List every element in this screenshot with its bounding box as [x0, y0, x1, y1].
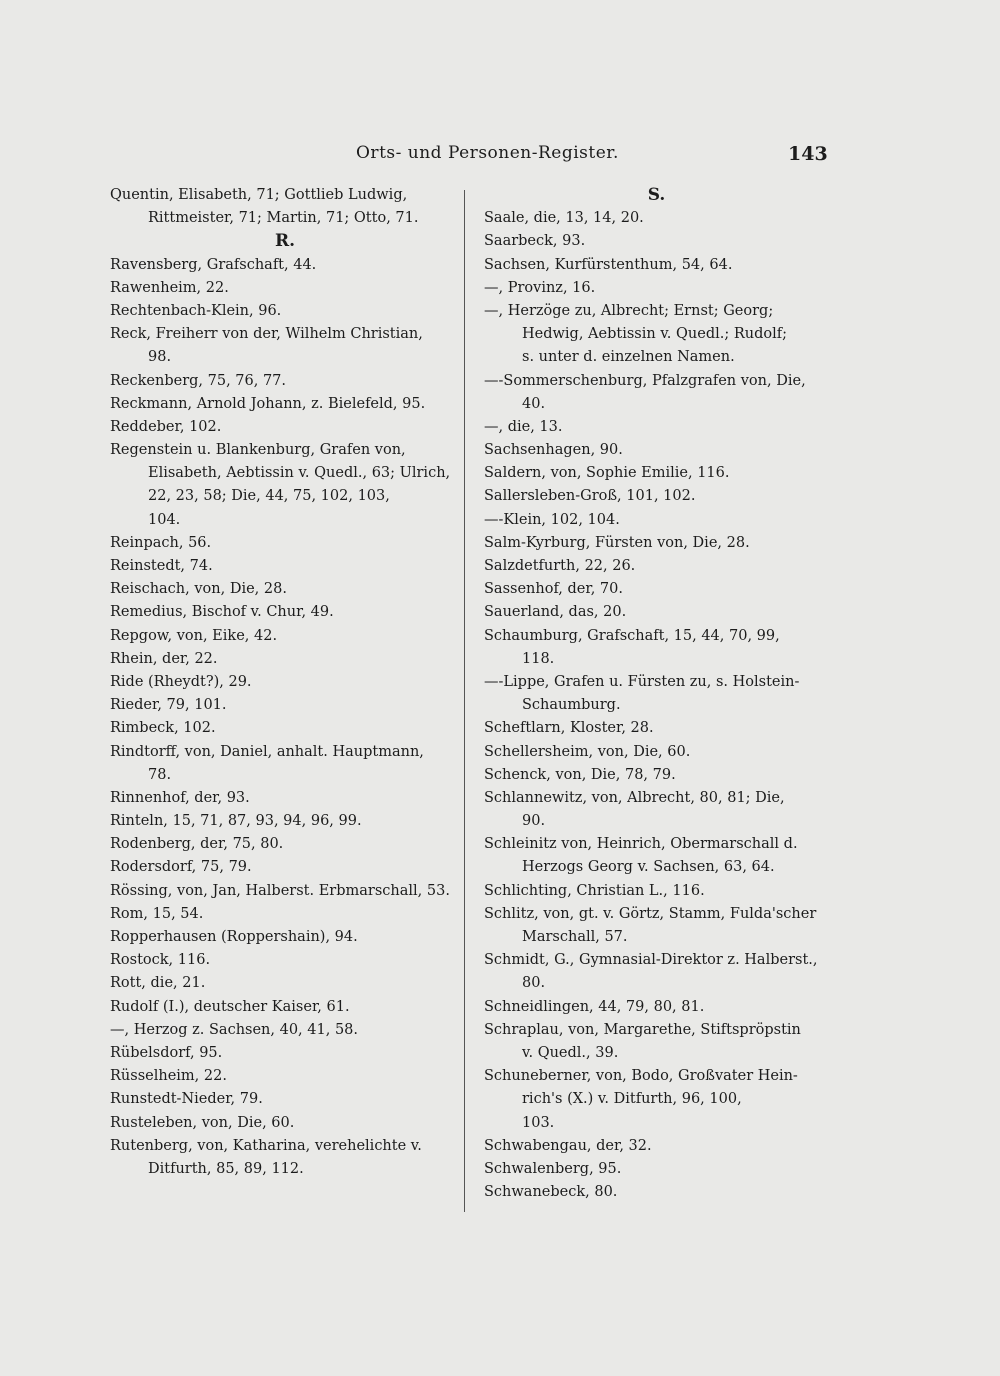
index-entry: Rusteleben, von, Die, 60. — [110, 1114, 295, 1131]
index-entry: Schlichting, Christian L., 116. — [484, 882, 705, 899]
left-column — [110, 184, 460, 1181]
index-entry-continuation: s. unter d. einzelnen Namen. — [522, 349, 735, 366]
index-entry: Ride (Rheydt?), 29. — [110, 673, 252, 690]
index-entry: Rhein, der, 22. — [110, 650, 218, 667]
index-entry: Remedius, Bischof v. Chur, 49. — [110, 604, 334, 621]
index-entry: Schneidlingen, 44, 79, 80, 81. — [484, 998, 705, 1015]
index-entry-continuation: 103. — [522, 1114, 555, 1131]
index-entry: Rieder, 79, 101. — [110, 697, 227, 714]
index-entry: Reinstedt, 74. — [110, 558, 213, 574]
index-entry-continuation: 104. — [148, 511, 181, 528]
index-entry: Sachsen, Kurfürstenthum, 54, 64. — [484, 256, 733, 273]
index-entry: Regenstein u. Blankenburg, Grafen von, — [110, 442, 406, 459]
index-entry: Schaumburg, Grafschaft, 15, 44, 70, 99, — [484, 627, 780, 644]
index-entry: Rutenberg, von, Katharina, verehelichte v. — [110, 1137, 422, 1154]
index-entry: Saale, die, 13, 14, 20. — [484, 210, 644, 227]
index-entry: —, die, 13. — [484, 418, 563, 435]
index-entry-continuation: 98. — [148, 349, 172, 366]
index-entry-continuation: Marschall, 57. — [522, 929, 628, 945]
index-entry: Schmidt, G., Gymnasial-Direktor z. Halberst., — [484, 952, 818, 969]
index-entry: —, Herzöge zu, Albrecht; Ernst; Georg; — [484, 302, 774, 319]
index-entry: Reckmann, Arnold Johann, z. Bielefeld, 95. — [110, 395, 426, 412]
index-entry-continuation: Rittmeister, 71; Martin, 71; Otto, 71. — [148, 210, 419, 227]
index-entry-continuation: Elisabeth, Aebtissin v. Quedl., 63; Ulrich, — [148, 465, 451, 482]
index-entry: Rodenberg, der, 75, 80. — [110, 836, 284, 853]
index-entry-continuation: 78. — [148, 766, 172, 783]
index-entry: Quentin, Elisabeth, 71; Gottlieb Ludwig, — [110, 187, 408, 203]
index-entry: Schellersheim, von, Die, 60. — [484, 743, 691, 760]
index-entry: Sassenhof, der, 70. — [484, 581, 623, 598]
index-entry: Rawenheim, 22. — [110, 279, 229, 296]
index-entry-continuation: rich's (X.) v. Ditfurth, 96, 100, — [522, 1091, 742, 1108]
index-entry: —, Provinz, 16. — [484, 279, 596, 296]
index-entry: Scheftlarn, Kloster, 28. — [484, 720, 654, 737]
section-letter-heading: R. — [274, 231, 296, 252]
index-entry: Salzdetfurth, 22, 26. — [484, 558, 636, 574]
index-entry-continuation: 90. — [522, 813, 546, 830]
index-entry: Reddeber, 102. — [110, 418, 222, 435]
index-entry: Rimbeck, 102. — [110, 720, 216, 737]
index-entry: Rechtenbach-Klein, 96. — [110, 302, 282, 319]
index-entry: Schenck, von, Die, 78, 79. — [484, 766, 676, 783]
index-entry-continuation: 22, 23, 58; Die, 44, 75, 102, 103, — [148, 488, 390, 505]
index-entry: Ropperhausen (Roppershain), 94. — [110, 929, 358, 945]
page-number: 143 — [788, 143, 828, 165]
index-entry: Rinnenhof, der, 93. — [110, 789, 250, 806]
index-entry: Sachsenhagen, 90. — [484, 442, 623, 459]
index-entry-continuation: Ditfurth, 85, 89, 112. — [148, 1160, 304, 1177]
index-entry: —-Sommerschenburg, Pfalzgrafen von, Die, — [484, 372, 806, 389]
index-entry: Reinpach, 56. — [110, 534, 212, 551]
index-entry: —-Klein, 102, 104. — [484, 511, 620, 528]
index-entry: Saldern, von, Sophie Emilie, 116. — [484, 465, 730, 482]
index-entry: Rübelsdorf, 95. — [110, 1044, 223, 1061]
index-entry: Sauerland, das, 20. — [484, 604, 627, 621]
index-entry-continuation: 118. — [522, 650, 555, 667]
index-entry: —-Lippe, Grafen u. Fürsten zu, s. Holstein- — [484, 673, 800, 690]
index-entry: Schraplau, von, Margarethe, Stiftspröpstin — [484, 1021, 801, 1038]
running-header: Orts- und Personen-Register. — [356, 143, 619, 163]
right-column — [484, 184, 829, 1204]
index-entry: Schwabengau, der, 32. — [484, 1137, 652, 1154]
index-entry: Sallersleben-Groß, 101, 102. — [484, 488, 696, 505]
index-entry: Schwanebeck, 80. — [484, 1184, 618, 1201]
index-entry: Schuneberner, von, Bodo, Großvater Hein- — [484, 1068, 798, 1085]
index-entry: Saarbeck, 93. — [484, 233, 586, 250]
index-entry: Reck, Freiherr von der, Wilhelm Christian, — [110, 326, 423, 343]
index-entry: Runstedt-Nieder, 79. — [110, 1091, 263, 1108]
index-entry: Rostock, 116. — [110, 952, 211, 969]
index-entry: Rindtorff, von, Daniel, anhalt. Hauptmann, — [110, 743, 424, 760]
index-entry: Repgow, von, Eike, 42. — [110, 627, 278, 644]
index-entry: —, Herzog z. Sachsen, 40, 41, 58. — [110, 1021, 359, 1038]
index-entry: Rinteln, 15, 71, 87, 93, 94, 96, 99. — [110, 813, 362, 830]
index-entry: Salm-Kyrburg, Fürsten von, Die, 28. — [484, 534, 750, 551]
index-entry: Reckenberg, 75, 76, 77. — [110, 372, 287, 389]
index-entry: Schlannewitz, von, Albrecht, 80, 81; Die, — [484, 789, 785, 806]
index-entry-continuation: 40. — [522, 395, 546, 412]
index-entry: Rodersdorf, 75, 79. — [110, 859, 252, 876]
index-entry-continuation: v. Quedl., 39. — [522, 1044, 619, 1061]
index-entry: Schlitz, von, gt. v. Görtz, Stamm, Fulda'scher — [484, 905, 817, 922]
column-divider — [464, 190, 465, 1212]
index-entry: Reischach, von, Die, 28. — [110, 581, 287, 598]
index-entry-continuation: Hedwig, Aebtissin v. Quedl.; Rudolf; — [522, 326, 788, 343]
index-entry-continuation: Schaumburg. — [522, 697, 621, 714]
index-entry: Schwalenberg, 95. — [484, 1160, 622, 1177]
index-entry-continuation: Herzogs Georg v. Sachsen, 63, 64. — [522, 859, 775, 876]
index-entry: Rössing, von, Jan, Halberst. Erbmarschall, 53. — [110, 882, 450, 899]
index-entry: Rudolf (I.), deutscher Kaiser, 61. — [110, 998, 350, 1015]
index-entry: Rott, die, 21. — [110, 975, 206, 992]
index-entry: Rüsselheim, 22. — [110, 1068, 227, 1085]
index-entry: Schleinitz von, Heinrich, Obermarschall d. — [484, 836, 798, 853]
index-entry: Rom, 15, 54. — [110, 905, 204, 922]
index-entry: Ravensberg, Grafschaft, 44. — [110, 256, 317, 273]
index-entry-continuation: 80. — [522, 975, 546, 992]
section-letter-heading: S. — [647, 185, 666, 205]
